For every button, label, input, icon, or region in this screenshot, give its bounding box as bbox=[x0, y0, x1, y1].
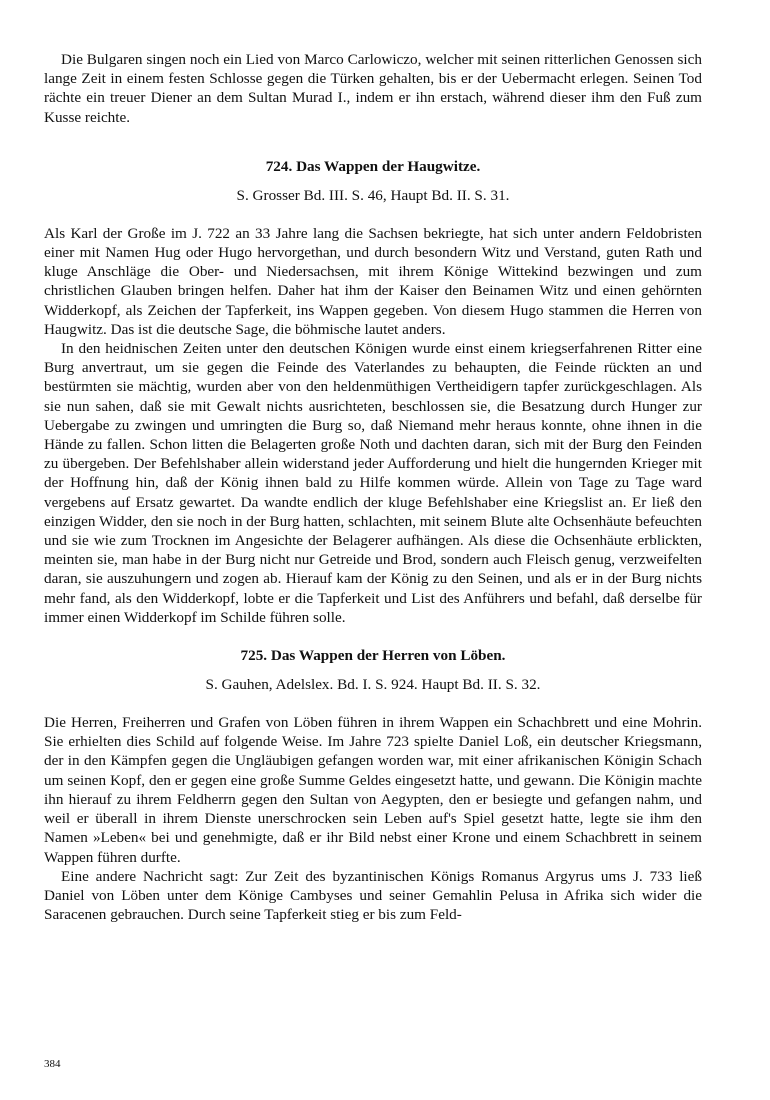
section-haugwitz bbox=[44, 157, 702, 627]
page-body bbox=[44, 50, 702, 924]
intro-paragraph: Die Bulgaren singen noch ein Lied von Marco Carlowiczo, welcher mit seinen ritterlichen Genossen sich lange Zeit in einem festen Schlosse gegen die Türken gehalten, bis er der Uebermacht erlegen. Seinen Tod rächte ein treuer Diener an dem Sultan Murad I., indem er ihn erstach, während dieser ihm den Fuß zum Kusse reichte. bbox=[44, 51, 702, 126]
section-title: 724. Das Wappen der Haugwitze. bbox=[265, 157, 481, 175]
section-paragraph: Als Karl der Große im J. 722 an 33 Jahre lang die Sachsen bekriegte, hat sich unter andern Feldobristen einer mit Namen Hug oder Hugo hervorgethan, und durch besondern Witz und Verstand, guten Rath und kluge Anschläge die Ober- und Niedersachsen, mit ihrem Könige Wittekind bezwingen und zum christlichen Glauben bringen helfen. Daher hat ihm der Kaiser den Beinamen Witz und einen gehörnten Widderkopf, als Zeichen der Tapferkeit, ins Wappen gegeben. Von diesem Hugo stammen die Herren von Haugwitz. Das ist die deutsche Sage, die böhmische lautet anders. bbox=[44, 224, 702, 338]
section-paragraph: Eine andere Nachricht sagt: Zur Zeit des byzantinischen Königs Romanus Argyrus ums J. 733 ließ Daniel von Löben unter dem Könige Cambyses und seiner Gemahlin Pelusa in Afrika sich wider die Saracenen gebrauchen. Durch seine Tapferkeit stieg er bis zum Feld- bbox=[44, 867, 702, 924]
section-loeben bbox=[44, 646, 702, 924]
section-source: S. Gauhen, Adelslex. Bd. I. S. 924. Haupt Bd. II. S. 32. bbox=[205, 676, 541, 694]
section-source: S. Grosser Bd. III. S. 46, Haupt Bd. II. S. 31. bbox=[236, 186, 510, 204]
section-title: 725. Das Wappen der Herren von Löben. bbox=[240, 647, 506, 665]
section-paragraph: Die Herren, Freiherren und Grafen von Löben führen in ihrem Wappen ein Schachbrett und eine Mohrin. Sie erhielten dies Schild auf folgende Weise. Im Jahre 723 spielte Daniel Loß, ein deutscher Kriegsmann, der in den Kämpfen gegen die Ungläubigen gefangen worden war, mit einer afrikanischen Königin Schach um seinen Kopf, den er gegen eine große Summe Geldes eingesetzt hatte, und gewann. Die Königin machte ihn hierauf zu ihrem Feldherrn gegen den Sultan von Aegypten, den er besiegte und gefangen nahm, und weil er überall in ihrem Dienste unerschrocken sein Leben auf's Spiel gesetzt hatte, legte sie ihm den Namen »Leben« bei und genehmigte, daß er ihr Bild nebst einer Krone und einem Schachbrett in seinem Wappen führen durfte. bbox=[44, 714, 702, 866]
section-paragraph: In den heidnischen Zeiten unter den deutschen Königen wurde einst einem kriegserfahrenen Ritter eine Burg anvertraut, um sie gegen die Feinde des Vaterlandes zu behaupten, die Feinde rückten an und bestürmten sie mächtig, wurden aber von den heldenmüthigen Vertheidigern tapfer zurückgeschlagen. Als sie nun sahen, daß sie mit Gewalt nichts ausrichteten, beschlossen sie, die Besatzung durch Hunger zur Uebergabe zu zwingen und umringten die Burg so, daß Niemand mehr heraus konnte, ohne ihnen in die Hände zu fallen. Schon litten die Belagerten große Noth und dachten daran, sich mit der Burg den Feinden zu übergeben. Der Befehlshaber allein widerstand jeder Aufforderung und hielt die hungernden Krieger mit der Hoffnung hin, daß der König ihnen bald zu Hilfe kommen würde. Allein von Tage zu Tage ward vergebens auf Ersatz gewartet. Da wandte endlich der kluge Befehlshaber eine Kriegslist an. Er ließ den einzigen Widder, den sie noch in der Burg hatten, schlachten, mit seinem Blute alte Ochsenhäute befeuchten und sie wie zum Trocknen im Angesichte der Belagerer aufhängen. Als diese die Ochsenhäute erblickten, meinten sie, man habe in der Burg nicht nur Getreide und Brod, sondern auch Fleisch genug, verzweifelten daran, sie auszuhungern und zogen ab. Hierauf kam der König zu den Seinen, und als er in der Burg nichts mehr fand, als den Widderkopf, lobte er die Tapferkeit und List des Anführers und befahl, daß derselbe für immer einen Widderkopf im Schilde führen solle. bbox=[44, 340, 702, 626]
page-number: 384 bbox=[44, 1058, 61, 1070]
